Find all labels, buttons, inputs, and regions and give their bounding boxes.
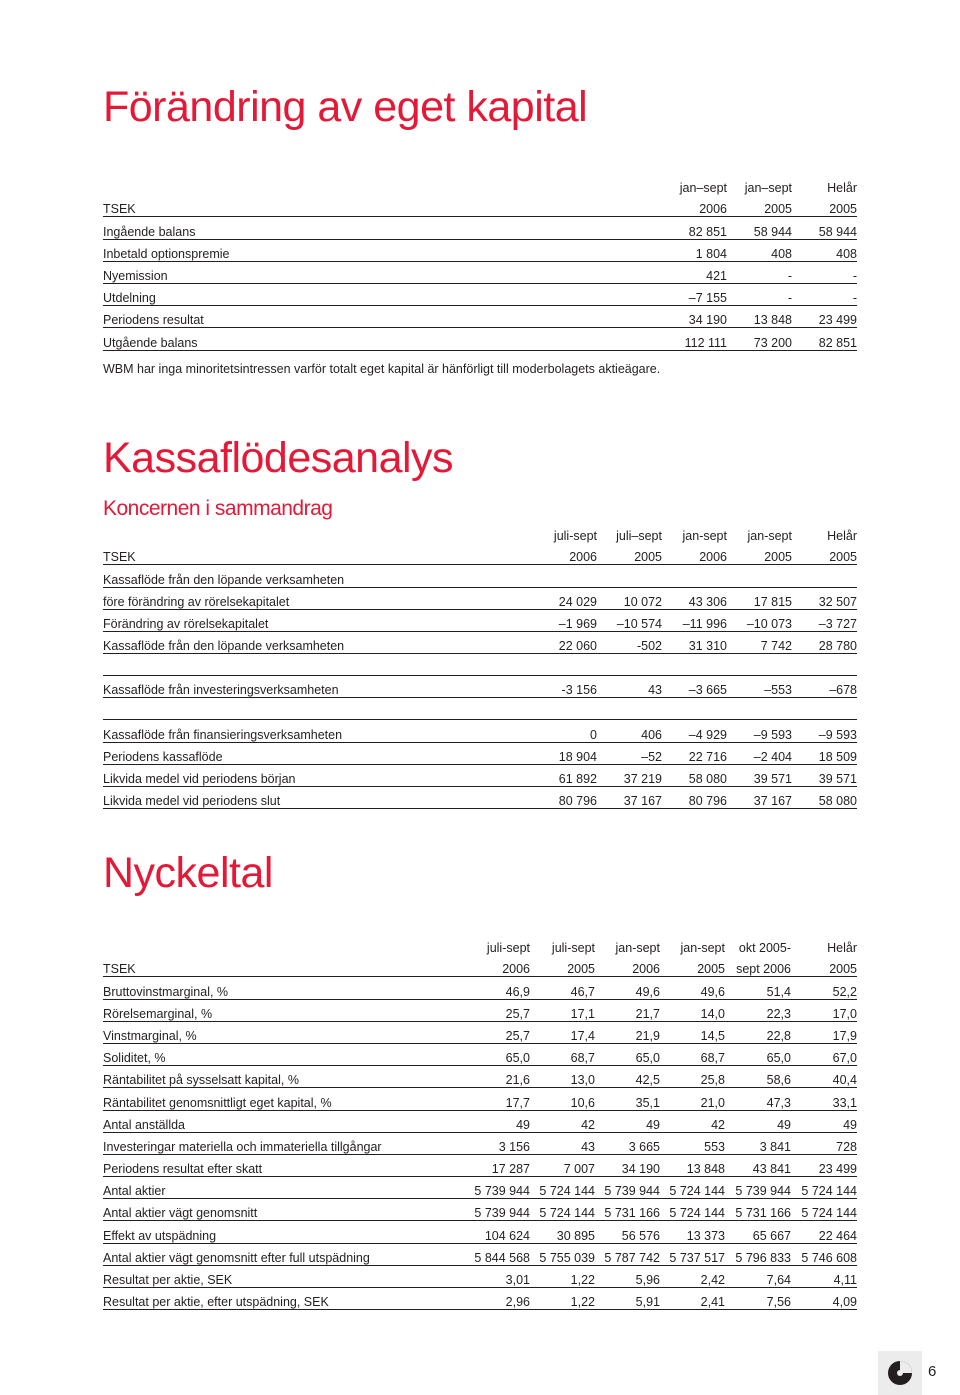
empty-cell <box>792 565 857 587</box>
table-header-period <box>103 522 857 543</box>
row-value: 1 804 <box>657 239 727 261</box>
header-period: jan–sept <box>744 181 792 196</box>
row-value: –10 574 <box>597 609 662 631</box>
row-value: 37 167 <box>597 786 662 808</box>
spacer-cell <box>662 654 727 676</box>
row-label: Ingående balans <box>103 217 657 239</box>
row-label: Soliditet, % <box>103 1043 454 1065</box>
table-row <box>103 306 857 328</box>
spacer-cell <box>662 698 727 720</box>
row-value: 5 724 144 <box>530 1199 595 1221</box>
row-label: Rörelsemarginal, % <box>103 999 454 1021</box>
row-label: Inbetald optionspremie <box>103 239 657 261</box>
row-value: 37 167 <box>727 786 792 808</box>
row-value: 43 841 <box>725 1154 791 1176</box>
spacer-cell <box>597 698 662 720</box>
row-value: 56 576 <box>595 1221 660 1243</box>
row-value: 25,8 <box>660 1066 725 1088</box>
header-period: jan-sept <box>615 941 660 956</box>
spacer-cell <box>792 654 857 676</box>
table-row <box>103 1265 857 1287</box>
row-label: Kassaflöde från investeringsverksamheten <box>103 676 527 698</box>
header-year: 2006 <box>454 955 530 977</box>
row-value: 5 731 166 <box>595 1199 660 1221</box>
row-value: 49,6 <box>660 977 725 999</box>
row-value: 7,56 <box>725 1288 791 1310</box>
table-row <box>103 328 857 350</box>
empty-cell <box>727 565 792 587</box>
row-value: 1,22 <box>530 1265 595 1287</box>
row-value: 39 571 <box>727 764 792 786</box>
row-value: 5 755 039 <box>530 1243 595 1265</box>
row-value: 10,6 <box>530 1088 595 1110</box>
row-value: 17,1 <box>530 999 595 1021</box>
table-row <box>103 977 857 999</box>
section-title-keyfigures: Nyckeltal <box>103 849 273 897</box>
row-value: 33,1 <box>791 1088 857 1110</box>
table-header-period <box>103 174 857 195</box>
row-value: –11 996 <box>662 609 727 631</box>
row-value: 18 509 <box>792 742 857 764</box>
spacer-cell <box>103 654 527 676</box>
row-label: Kassaflöde från finansieringsverksamheten <box>103 720 527 742</box>
row-value: 58 944 <box>727 217 792 239</box>
row-value: 5 724 144 <box>791 1199 857 1221</box>
row-value: 58 080 <box>792 786 857 808</box>
row-value: 553 <box>660 1132 725 1154</box>
row-value: 5 731 166 <box>725 1199 791 1221</box>
header-year: 2005 <box>727 543 792 565</box>
table-row <box>103 1243 857 1265</box>
header-year: 2005 <box>530 955 595 977</box>
row-value: 37 219 <box>597 764 662 786</box>
row-value: 24 029 <box>527 587 597 609</box>
header-year: 2005 <box>792 543 857 565</box>
row-value: 65,0 <box>595 1043 660 1065</box>
table-row <box>103 1177 857 1199</box>
row-value: 73 200 <box>727 328 792 350</box>
row-value: 61 892 <box>527 764 597 786</box>
row-label: Räntabilitet på sysselsatt kapital, % <box>103 1066 454 1088</box>
row-label: Effekt av utspädning <box>103 1221 454 1243</box>
row-value: –3 727 <box>792 609 857 631</box>
table-header-year <box>103 543 857 565</box>
header-period: jan–sept <box>679 181 727 196</box>
row-value: 5 737 517 <box>660 1243 725 1265</box>
spacer-cell <box>527 654 597 676</box>
row-value: - <box>792 261 857 283</box>
header-unit-label: TSEK <box>103 195 657 217</box>
table-row <box>103 239 857 261</box>
table-row <box>103 1132 857 1154</box>
empty-cell <box>662 565 727 587</box>
row-value: 68,7 <box>660 1043 725 1065</box>
row-value: –678 <box>792 676 857 698</box>
row-value: 421 <box>657 261 727 283</box>
table-row <box>103 609 857 631</box>
table-row <box>103 720 857 742</box>
row-value: 2,96 <box>454 1288 530 1310</box>
header-year: 2006 <box>662 543 727 565</box>
row-value: 49 <box>595 1110 660 1132</box>
row-label: Räntabilitet genomsnittligt eget kapital, % <box>103 1088 454 1110</box>
cashflow-table <box>103 522 857 809</box>
row-value: 43 306 <box>662 587 727 609</box>
table-header-period <box>103 934 857 955</box>
row-label: Resultat per aktie, efter utspädning, SEK <box>103 1288 454 1310</box>
row-label: Resultat per aktie, SEK <box>103 1265 454 1287</box>
row-value: 67,0 <box>791 1043 857 1065</box>
row-value: 22,8 <box>725 1021 791 1043</box>
empty-cell <box>597 565 662 587</box>
table-row <box>103 631 857 653</box>
row-value: 82 851 <box>792 328 857 350</box>
row-value: 104 624 <box>454 1221 530 1243</box>
header-blank <box>103 174 657 195</box>
spacer-cell <box>727 698 792 720</box>
row-value: 3 665 <box>595 1132 660 1154</box>
row-value: –9 593 <box>727 720 792 742</box>
row-value: 68,7 <box>530 1043 595 1065</box>
table-row <box>103 786 857 808</box>
row-value: 30 895 <box>530 1221 595 1243</box>
spacer-cell <box>597 654 662 676</box>
row-value: 5 724 144 <box>660 1177 725 1199</box>
row-value: 1,22 <box>530 1288 595 1310</box>
table-row <box>103 283 857 305</box>
row-value: 2,41 <box>660 1288 725 1310</box>
row-value: 34 190 <box>657 306 727 328</box>
header-blank <box>103 934 454 955</box>
row-value: 17,0 <box>791 999 857 1021</box>
header-period: jan-sept <box>680 941 725 956</box>
table-group-label <box>103 565 857 587</box>
row-value: 21,9 <box>595 1021 660 1043</box>
row-value: –52 <box>597 742 662 764</box>
row-value: 5 746 608 <box>791 1243 857 1265</box>
row-value: 34 190 <box>595 1154 660 1176</box>
row-value: 47,3 <box>725 1088 791 1110</box>
row-value: –3 665 <box>662 676 727 698</box>
row-value: 49 <box>454 1110 530 1132</box>
row-value: 42 <box>530 1110 595 1132</box>
header-year: 2005 <box>727 195 792 217</box>
row-value: 42,5 <box>595 1066 660 1088</box>
row-label: Utgående balans <box>103 328 657 350</box>
spacer-cell <box>527 698 597 720</box>
row-label: Nyemission <box>103 261 657 283</box>
row-value: 42 <box>660 1110 725 1132</box>
row-value: 5 739 944 <box>725 1177 791 1199</box>
row-value: 14,5 <box>660 1021 725 1043</box>
header-year: 2006 <box>527 543 597 565</box>
header-year: 2005 <box>792 195 857 217</box>
row-value: 21,0 <box>660 1088 725 1110</box>
empty-cell <box>527 565 597 587</box>
header-period: juli-sept <box>553 529 597 544</box>
table-row <box>103 1288 857 1310</box>
row-value: 49,6 <box>595 977 660 999</box>
row-value: 5 844 568 <box>454 1243 530 1265</box>
row-value: 22 464 <box>791 1221 857 1243</box>
row-value: –10 073 <box>727 609 792 631</box>
row-label: Antal anställda <box>103 1110 454 1132</box>
row-label: Likvida medel vid periodens början <box>103 764 527 786</box>
row-value: 49 <box>725 1110 791 1132</box>
row-value: 5 739 944 <box>454 1177 530 1199</box>
row-label: Förändring av rörelsekapitalet <box>103 609 527 631</box>
row-value: 5 796 833 <box>725 1243 791 1265</box>
group-label: Kassaflöde från den löpande verksamheten <box>103 565 527 587</box>
row-label: Investeringar materiella och immateriella tillgångar <box>103 1132 454 1154</box>
row-value: 3 841 <box>725 1132 791 1154</box>
table-row <box>103 587 857 609</box>
row-value: 5 724 144 <box>530 1177 595 1199</box>
row-value: 35,1 <box>595 1088 660 1110</box>
row-label: före förändring av rörelsekapitalet <box>103 587 527 609</box>
row-value: 728 <box>791 1132 857 1154</box>
table-row <box>103 1221 857 1243</box>
header-year: 2005 <box>660 955 725 977</box>
row-label: Bruttovinstmarginal, % <box>103 977 454 999</box>
table-row <box>103 1043 857 1065</box>
row-value: 22,3 <box>725 999 791 1021</box>
row-value: 17 815 <box>727 587 792 609</box>
table-row <box>103 999 857 1021</box>
header-period: juli-sept <box>486 941 530 956</box>
row-value: 49 <box>791 1110 857 1132</box>
header-period: juli-sept <box>551 941 595 956</box>
row-value: - <box>792 283 857 305</box>
table-row <box>103 1110 857 1132</box>
row-value: 46,7 <box>530 977 595 999</box>
section-subtitle-cashflow: Koncernen i sammandrag <box>103 497 333 520</box>
row-value: 17,7 <box>454 1088 530 1110</box>
row-value: 18 904 <box>527 742 597 764</box>
header-period: Helår <box>827 181 857 196</box>
row-value: 40,4 <box>791 1066 857 1088</box>
row-value: - <box>727 283 792 305</box>
row-value: 4,09 <box>791 1288 857 1310</box>
row-value: –9 593 <box>792 720 857 742</box>
row-value: 22 060 <box>527 631 597 653</box>
page-footer <box>878 1351 960 1395</box>
row-value: 17,9 <box>791 1021 857 1043</box>
row-value: 0 <box>527 720 597 742</box>
row-value: 408 <box>727 239 792 261</box>
row-value: 7,64 <box>725 1265 791 1287</box>
row-value: 21,7 <box>595 999 660 1021</box>
row-value: 51,4 <box>725 977 791 999</box>
row-value: –553 <box>727 676 792 698</box>
row-value: 65 667 <box>725 1221 791 1243</box>
row-value: 80 796 <box>662 786 727 808</box>
table-row <box>103 261 857 283</box>
table-header-year <box>103 955 857 977</box>
header-year: 2005 <box>597 543 662 565</box>
spacer-cell <box>103 698 527 720</box>
header-period: jan-sept <box>747 529 792 544</box>
row-label: Antal aktier vägt genomsnitt <box>103 1199 454 1221</box>
row-value: 2,42 <box>660 1265 725 1287</box>
row-value: 5,96 <box>595 1265 660 1287</box>
table-row <box>103 742 857 764</box>
keyfigures-table <box>103 934 857 1310</box>
row-value: 80 796 <box>527 786 597 808</box>
header-year: sept 2006 <box>725 955 791 977</box>
row-value: 46,9 <box>454 977 530 999</box>
row-label: Kassaflöde från den löpande verksamheten <box>103 631 527 653</box>
equity-note: WBM har inga minoritetsintressen varför totalt eget kapital är hänförligt till moderbolagets aktieägare. <box>103 362 661 376</box>
row-value: 23 499 <box>792 306 857 328</box>
row-value: 13,0 <box>530 1066 595 1088</box>
row-value: 43 <box>597 676 662 698</box>
row-value: -502 <box>597 631 662 653</box>
table-row <box>103 1021 857 1043</box>
row-value: 112 111 <box>657 328 727 350</box>
row-value: 82 851 <box>657 217 727 239</box>
row-label: Antal aktier vägt genomsnitt efter full utspädning <box>103 1243 454 1265</box>
row-value: 3 156 <box>454 1132 530 1154</box>
page-number: 6 <box>928 1363 937 1380</box>
row-value: –2 404 <box>727 742 792 764</box>
section-title-equity: Förändring av eget kapital <box>103 83 588 131</box>
row-value: 4,11 <box>791 1265 857 1287</box>
header-period: Helår <box>827 941 857 956</box>
equity-table <box>103 174 857 351</box>
row-value: 28 780 <box>792 631 857 653</box>
header-unit-label: TSEK <box>103 955 454 977</box>
row-value: 25,7 <box>454 1021 530 1043</box>
row-value: 10 072 <box>597 587 662 609</box>
row-label: Periodens resultat efter skatt <box>103 1154 454 1176</box>
row-value: 3,01 <box>454 1265 530 1287</box>
company-logo-icon <box>878 1351 922 1395</box>
table-row <box>103 676 857 698</box>
table-row <box>103 1066 857 1088</box>
row-label: Likvida medel vid periodens slut <box>103 786 527 808</box>
row-value: 43 <box>530 1132 595 1154</box>
row-value: 32 507 <box>792 587 857 609</box>
row-value: 5 724 144 <box>791 1177 857 1199</box>
row-value: 408 <box>792 239 857 261</box>
row-value: 7 742 <box>727 631 792 653</box>
row-value: 5 739 944 <box>454 1199 530 1221</box>
row-value: –7 155 <box>657 283 727 305</box>
header-period: juli–sept <box>616 529 662 544</box>
row-value: 58,6 <box>725 1066 791 1088</box>
row-value: - <box>727 261 792 283</box>
row-value: 17,4 <box>530 1021 595 1043</box>
row-value: 22 716 <box>662 742 727 764</box>
row-value: 58 944 <box>792 217 857 239</box>
table-row <box>103 217 857 239</box>
row-value: 31 310 <box>662 631 727 653</box>
row-label: Antal aktier <box>103 1177 454 1199</box>
header-period: Helår <box>827 529 857 544</box>
section-title-cashflow: Kassaflödesanalys <box>103 434 454 482</box>
row-value: 65,0 <box>454 1043 530 1065</box>
row-value: 5 739 944 <box>595 1177 660 1199</box>
table-header-year <box>103 195 857 217</box>
row-value: 58 080 <box>662 764 727 786</box>
row-value: 13 848 <box>727 306 792 328</box>
row-value: 5,91 <box>595 1288 660 1310</box>
row-value: 7 007 <box>530 1154 595 1176</box>
table-spacer <box>103 698 857 720</box>
header-unit-label: TSEK <box>103 543 527 565</box>
header-year: 2006 <box>595 955 660 977</box>
row-value: 39 571 <box>792 764 857 786</box>
row-value: 17 287 <box>454 1154 530 1176</box>
row-label: Periodens kassaflöde <box>103 742 527 764</box>
row-value: 14,0 <box>660 999 725 1021</box>
row-value: 52,2 <box>791 977 857 999</box>
row-value: 13 373 <box>660 1221 725 1243</box>
row-value: -3 156 <box>527 676 597 698</box>
table-row <box>103 1154 857 1176</box>
spacer-cell <box>792 698 857 720</box>
row-value: 5 724 144 <box>660 1199 725 1221</box>
row-value: 5 787 742 <box>595 1243 660 1265</box>
spacer-cell <box>727 654 792 676</box>
header-period: okt 2005- <box>738 941 791 956</box>
table-row <box>103 1088 857 1110</box>
header-year: 2006 <box>657 195 727 217</box>
row-label: Vinstmarginal, % <box>103 1021 454 1043</box>
row-value: 25,7 <box>454 999 530 1021</box>
row-label: Periodens resultat <box>103 306 657 328</box>
header-period: jan-sept <box>682 529 727 544</box>
header-year: 2005 <box>791 955 857 977</box>
row-value: 406 <box>597 720 662 742</box>
row-value: 23 499 <box>791 1154 857 1176</box>
row-value: 21,6 <box>454 1066 530 1088</box>
row-value: –4 929 <box>662 720 727 742</box>
table-row <box>103 764 857 786</box>
row-value: 13 848 <box>660 1154 725 1176</box>
row-label: Utdelning <box>103 283 657 305</box>
table-row <box>103 1199 857 1221</box>
table-spacer <box>103 654 857 676</box>
row-value: –1 969 <box>527 609 597 631</box>
header-blank <box>103 522 527 543</box>
row-value: 65,0 <box>725 1043 791 1065</box>
